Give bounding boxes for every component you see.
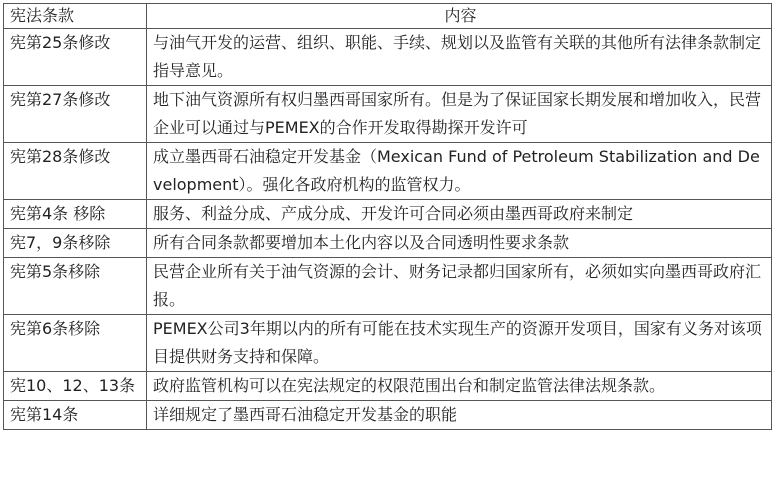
- clause-cell: 宪第5条移除: [4, 258, 147, 315]
- table-row: [4, 229, 772, 258]
- clause-cell: 宪第4条 移除: [4, 200, 147, 229]
- table-row: [4, 401, 772, 430]
- table-row: [4, 372, 772, 401]
- clause-cell: 宪第14条: [4, 401, 147, 430]
- table-row: [4, 200, 772, 229]
- header-clause: 宪法条款: [4, 4, 147, 29]
- content-cell: 政府监管机构可以在宪法规定的权限范围出台和制定监管法律法规条款。: [147, 372, 772, 401]
- clause-cell: 宪第27条修改: [4, 86, 147, 143]
- content-cell: 地下油气资源所有权归墨西哥国家所有。但是为了保证国家长期发展和增加收入，民营企业可以通过与PEMEX的合作开发取得勘探开发许可: [147, 86, 772, 143]
- content-cell: 成立墨西哥石油稳定开发基金（Mexican Fund of Petroleum Stabilization and Development）。强化各政府机构的监管权力。: [147, 143, 772, 200]
- table-row: [4, 86, 772, 143]
- clause-cell: 宪第28条修改: [4, 143, 147, 200]
- clause-cell: 宪7，9条移除: [4, 229, 147, 258]
- content-cell: 与油气开发的运营、组织、职能、手续、规划以及监管有关联的其他所有法律条款制定指导意见。: [147, 29, 772, 86]
- content-cell: 民营企业所有关于油气资源的会计、财务记录都归国家所有，必须如实向墨西哥政府汇报。: [147, 258, 772, 315]
- table-row: [4, 315, 772, 372]
- header-row: [4, 4, 772, 29]
- content-cell: 所有合同条款都要增加本土化内容以及合同透明性要求条款: [147, 229, 772, 258]
- clause-cell: 宪10、12、13条: [4, 372, 147, 401]
- table-row: [4, 29, 772, 86]
- clause-cell: 宪第6条移除: [4, 315, 147, 372]
- table-row: [4, 143, 772, 200]
- content-cell: 详细规定了墨西哥石油稳定开发基金的职能: [147, 401, 772, 430]
- content-cell: PEMEX公司3年期以内的所有可能在技术实现生产的资源开发项目，国家有义务对该项目提供财务支持和保障。: [147, 315, 772, 372]
- table-row: [4, 258, 772, 315]
- content-cell: 服务、利益分成、产成分成、开发许可合同必须由墨西哥政府来制定: [147, 200, 772, 229]
- clause-cell: 宪第25条修改: [4, 29, 147, 86]
- header-content: 内容: [147, 4, 772, 29]
- constitution-table: [3, 3, 772, 430]
